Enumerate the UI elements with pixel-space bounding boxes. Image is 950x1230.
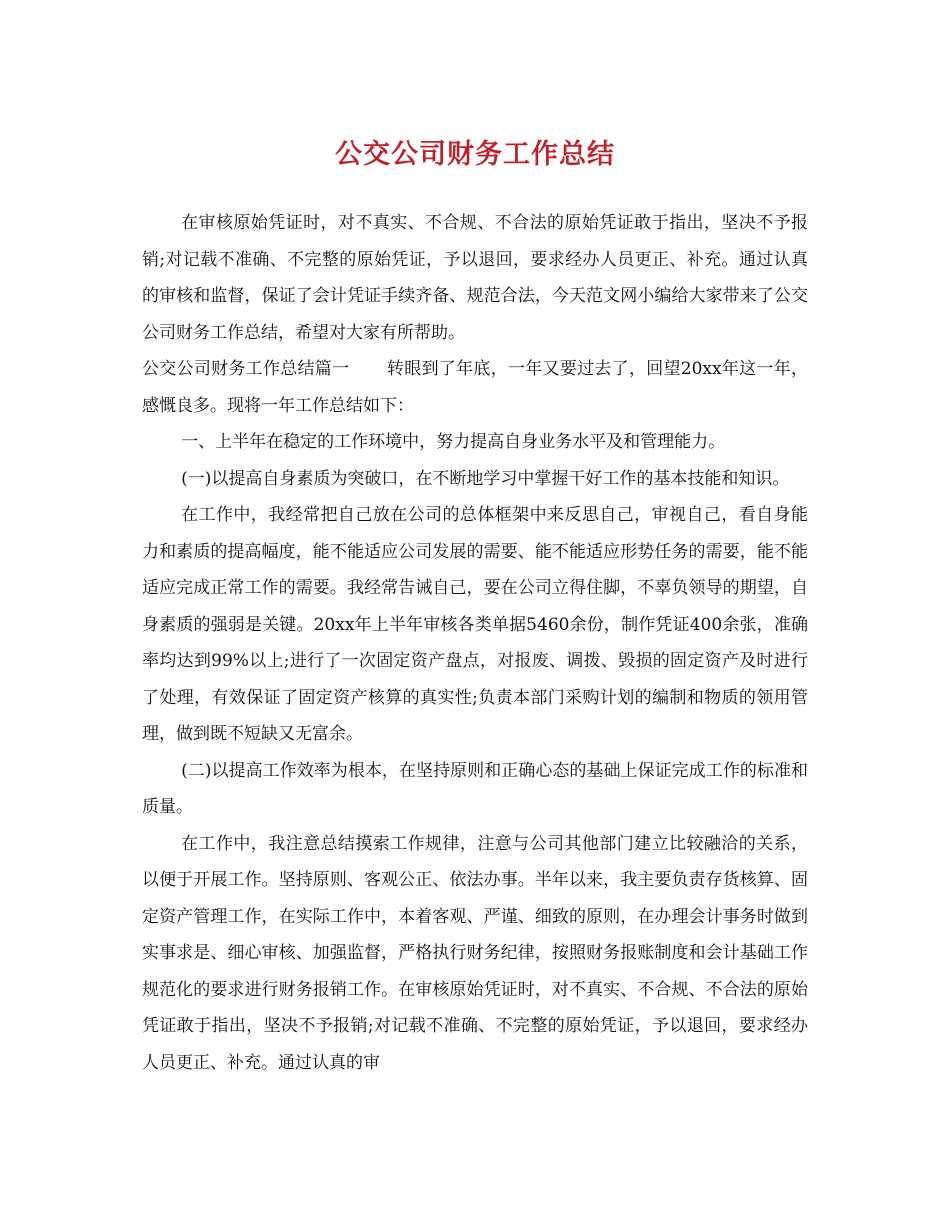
section-heading: 公交公司财务工作总结篇一 xyxy=(142,359,350,379)
paragraph-work-methods: 在工作中，我注意总结摸索工作规律，注意与公司其他部门建立比较融洽的关系，以便于开展工作。坚持原则、客观公正、依法办事。半年以来，我主要负责存货核算、固定资产管理工作，在实际工作中，本着客观、严谨、细致的原则，在办理会计事务时做到实事求是、细心审核、加强监督，严格执行财务纪律，按照财务报账制度和会计基础工作规范化的要求进行财务报销工作。在审核原始凭证时，对不真实、不合规、不合法的原始凭证敢于指出，坚决不予报销;对记载不准确、不完整的原始凭证，予以退回，要求经办人员更正、补充。通过认真的审 xyxy=(142,833,808,1073)
document-title: 公交公司财务工作总结 xyxy=(335,139,615,170)
section-intro: 转眼到了年底，一年又要过去了，回望20xx年这一年，感慨良多。现将一年工作总结如下： xyxy=(142,359,808,416)
document-body xyxy=(142,205,808,1081)
paragraph-work-review: 在工作中，我经常把自己放在公司的总体框架中来反思自己，审视自己，看自身能力和素质的提高幅度，能不能适应公司发展的需要、能不能适应形势任务的需要，能不能适应完成正常工作的需要。我经常告诫自己，要在公司立得住脚，不辜负领导的期望，自身素质的强弱是关键。20xx年上半年审核各类单据5460余份，制作凭证400余张，准确率均达到99%以上;进行了一次固定资产盘点，对报废、调拨、毁损的固定资产及时进行了处理，有效保证了固定资产核算的真实性;负责本部门采购计划的编制和物质的领用管理，做到既不短缺又无富余。 xyxy=(142,505,808,744)
paragraph-section-start xyxy=(142,351,808,424)
paragraph-intro: 在审核原始凭证时，对不真实、不合规、不合法的原始凭证敢于指出，坚决不予报销;对记载不准确、不完整的原始凭证，予以退回，要求经办人员更正、补充。通过认真的审核和监督，保证了会计凭证手续齐备、规范合法，今天范文网小编给大家带来了公交公司财务工作总结，希望对大家有所帮助。 xyxy=(142,213,808,343)
paragraph-subheading-one: (一)以提高自身素质为突破口，在不断地学习中掌握干好工作的基本技能和知识。 xyxy=(181,468,790,489)
paragraph-heading-one: 一、上半年在稳定的工作环境中，努力提高自身业务水平及和管理能力。 xyxy=(181,432,726,452)
paragraph-subheading-two: (二)以提高工作效率为根本，在坚持原则和正确心态的基础上保证完成工作的标准和质量。 xyxy=(142,760,808,817)
